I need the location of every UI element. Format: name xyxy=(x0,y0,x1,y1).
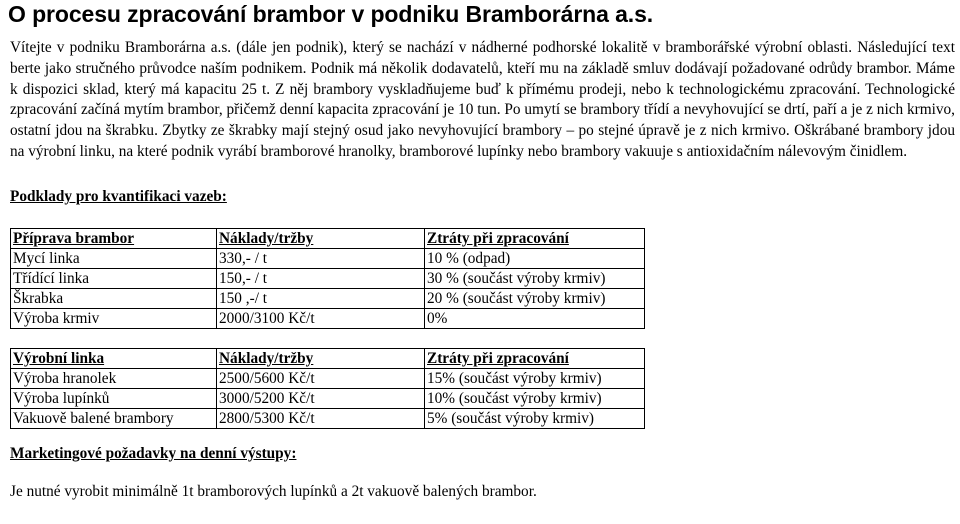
table-row xyxy=(11,269,645,289)
table-row xyxy=(11,309,645,329)
section-heading-quantification: Podklady pro kvantifikaci vazeb: xyxy=(10,188,227,205)
closing-paragraph: Je nutné vyrobit minimálně 1t bramborových lupínků a 2t vakuově balených brambor. xyxy=(10,483,537,500)
table-preparation xyxy=(10,228,645,329)
table-cell: 20 % (součást výroby krmiv) xyxy=(425,289,645,309)
table-header-row xyxy=(11,229,645,249)
table-cell: Výroba lupínků xyxy=(11,389,217,409)
header-cell: Příprava brambor xyxy=(11,229,217,249)
table-row xyxy=(11,369,645,389)
table-cell: Mycí linka xyxy=(11,249,217,269)
table-cell: 10 % (odpad) xyxy=(425,249,645,269)
header-cell: Náklady/tržby xyxy=(217,229,425,249)
header-cell: Ztráty při zpracování xyxy=(425,349,645,369)
table-cell: 150,- / t xyxy=(217,269,425,289)
table-row xyxy=(11,389,645,409)
table-cell: 2500/5600 Kč/t xyxy=(217,369,425,389)
table-cell: 2800/5300 Kč/t xyxy=(217,409,425,429)
table-cell: Vakuově balené brambory xyxy=(11,409,217,429)
table-cell: Výroba krmiv xyxy=(11,309,217,329)
intro-paragraph: Vítejte v podniku Bramborárna a.s. (dále jen podnik), který se nachází v nádherné podhorské lokalitě v bramborářské výrobní oblasti. Následující text berte jako stručného průvodce naším podnikem. Podnik má několik dodavatelů, kteří mu na základě smluv dodávají požadované odrůdy brambor. Máme k dispozici sklad, který má kapacitu 25 t. Z něj brambory vyskladňujeme buď k přímému prodeji, nebo k technologickému zpracování. Technologické zpracování začíná mytím brambor, přičemž denní kapacita zpracování je 10 tun. Po umytí se brambory třídí a nevyhovující se drtí, paří a je z nich krmivo, ostatní jdou na škrabku. Zbytky ze škrabky mají stejný osud jako nevyhovující brambory – po stejné úpravě je z nich krmivo. Oškrábané brambory jdou na výrobní linku, na které podnik vyrábí bramborové hranolky, bramborové lupínky nebo brambory vakuuje s antioxidačním nálevovým činidlem. xyxy=(10,39,955,160)
table-cell: 30 % (součást výroby krmiv) xyxy=(425,269,645,289)
table-cell: 2000/3100 Kč/t xyxy=(217,309,425,329)
table-cell: Výroba hranolek xyxy=(11,369,217,389)
section-heading-marketing: Marketingové požadavky na denní výstupy: xyxy=(10,445,297,462)
table-cell: 5% (součást výroby krmiv) xyxy=(425,409,645,429)
table-header-row xyxy=(11,349,645,369)
table-row xyxy=(11,409,645,429)
table-cell: 15% (součást výroby krmiv) xyxy=(425,369,645,389)
header-cell: Náklady/tržby xyxy=(217,349,425,369)
header-cell: Ztráty při zpracování xyxy=(425,229,645,249)
table-cell: 330,- / t xyxy=(217,249,425,269)
header-cell: Výrobní linka xyxy=(11,349,217,369)
table-cell: 150 ,-/ t xyxy=(217,289,425,309)
table-production-line xyxy=(10,348,645,429)
table-cell: Třídící linka xyxy=(11,269,217,289)
table-row xyxy=(11,249,645,269)
table-cell: Škrabka xyxy=(11,289,217,309)
table-cell: 10% (součást výroby krmiv) xyxy=(425,389,645,409)
table-row xyxy=(11,289,645,309)
page-title: O procesu zpracování brambor v podniku Bramborárna a.s. xyxy=(8,1,654,27)
table-cell: 3000/5200 Kč/t xyxy=(217,389,425,409)
table-cell: 0% xyxy=(425,309,645,329)
